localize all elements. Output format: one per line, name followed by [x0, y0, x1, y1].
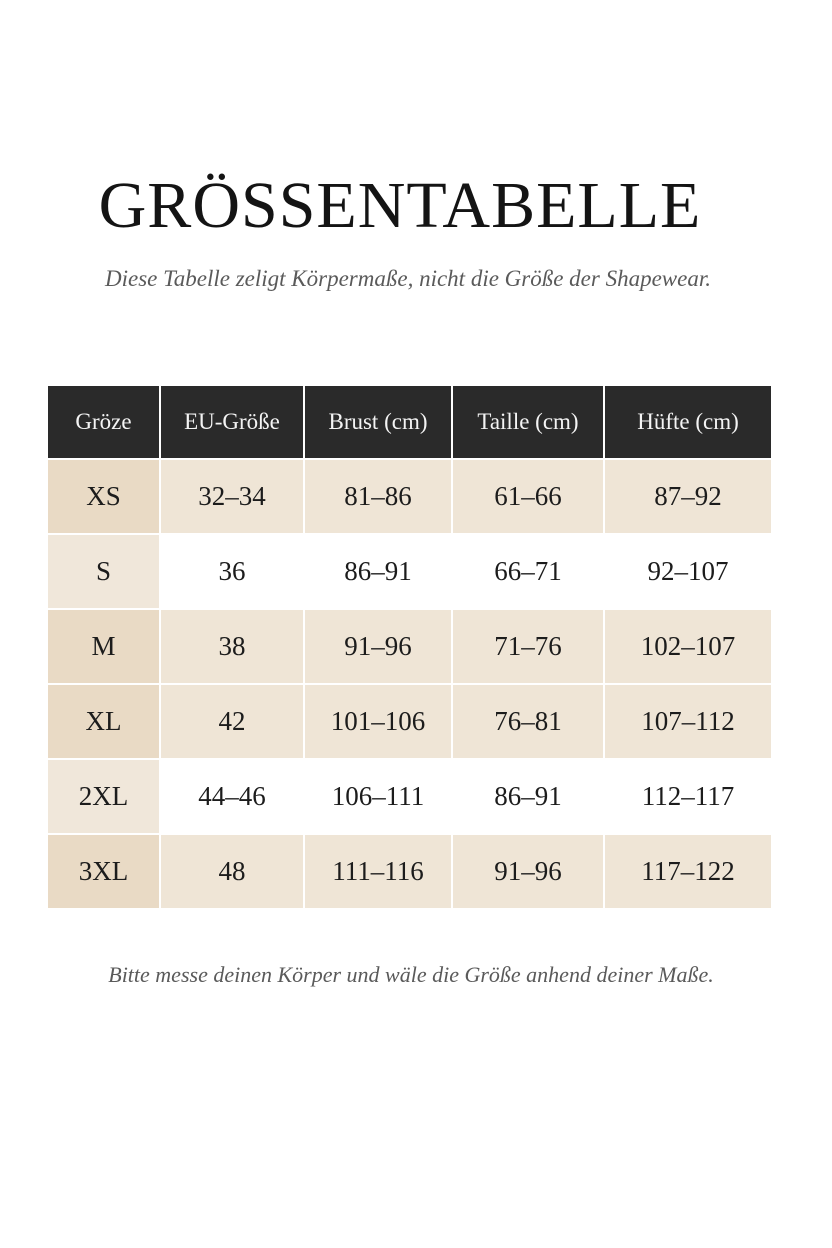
- table-row: [48, 534, 771, 609]
- table-row: [48, 834, 771, 908]
- header-eu-size: EU-Größe: [160, 386, 304, 459]
- cell-hip: 117–122: [604, 834, 771, 908]
- cell-eu-size: 48: [160, 834, 304, 908]
- cell-hip: 112–117: [604, 759, 771, 834]
- table-row: [48, 459, 771, 534]
- cell-waist: 86–91: [452, 759, 604, 834]
- cell-eu-size: 42: [160, 684, 304, 759]
- table-row: [48, 759, 771, 834]
- table-row: [48, 684, 771, 759]
- table-header: [48, 386, 771, 459]
- cell-bust: 81–86: [304, 459, 452, 534]
- header-row: [48, 386, 771, 459]
- cell-size: M: [48, 609, 160, 684]
- cell-waist: 61–66: [452, 459, 604, 534]
- cell-eu-size: 32–34: [160, 459, 304, 534]
- cell-hip: 107–112: [604, 684, 771, 759]
- cell-eu-size: 38: [160, 609, 304, 684]
- cell-hip: 102–107: [604, 609, 771, 684]
- cell-bust: 91–96: [304, 609, 452, 684]
- cell-bust: 111–116: [304, 834, 452, 908]
- header-size: Gröze: [48, 386, 160, 459]
- cell-waist: 91–96: [452, 834, 604, 908]
- header-waist: Taille (cm): [452, 386, 604, 459]
- cell-bust: 106–111: [304, 759, 452, 834]
- cell-size: XL: [48, 684, 160, 759]
- cell-waist: 71–76: [452, 609, 604, 684]
- cell-hip: 87–92: [604, 459, 771, 534]
- cell-hip: 92–107: [604, 534, 771, 609]
- cell-waist: 66–71: [452, 534, 604, 609]
- cell-size: 3XL: [48, 834, 160, 908]
- cell-eu-size: 36: [160, 534, 304, 609]
- cell-eu-size: 44–46: [160, 759, 304, 834]
- cell-size: 2XL: [48, 759, 160, 834]
- header-bust: Brust (cm): [304, 386, 452, 459]
- footnote: Bitte messe deinen Körper und wäle die Größe anhend deiner Maße.: [108, 962, 714, 987]
- header-hip: Hüfte (cm): [604, 386, 771, 459]
- table-body: [48, 459, 771, 908]
- size-table: [48, 386, 771, 908]
- table-row: [48, 609, 771, 684]
- cell-bust: 86–91: [304, 534, 452, 609]
- cell-bust: 101–106: [304, 684, 452, 759]
- cell-size: XS: [48, 459, 160, 534]
- cell-waist: 76–81: [452, 684, 604, 759]
- cell-size: S: [48, 534, 160, 609]
- page-title: GRÖSSENTABELLE: [98, 169, 702, 242]
- page-subtitle: Diese Tabelle zeligt Körpermaße, nicht die Größe der Shapewear.: [104, 266, 712, 291]
